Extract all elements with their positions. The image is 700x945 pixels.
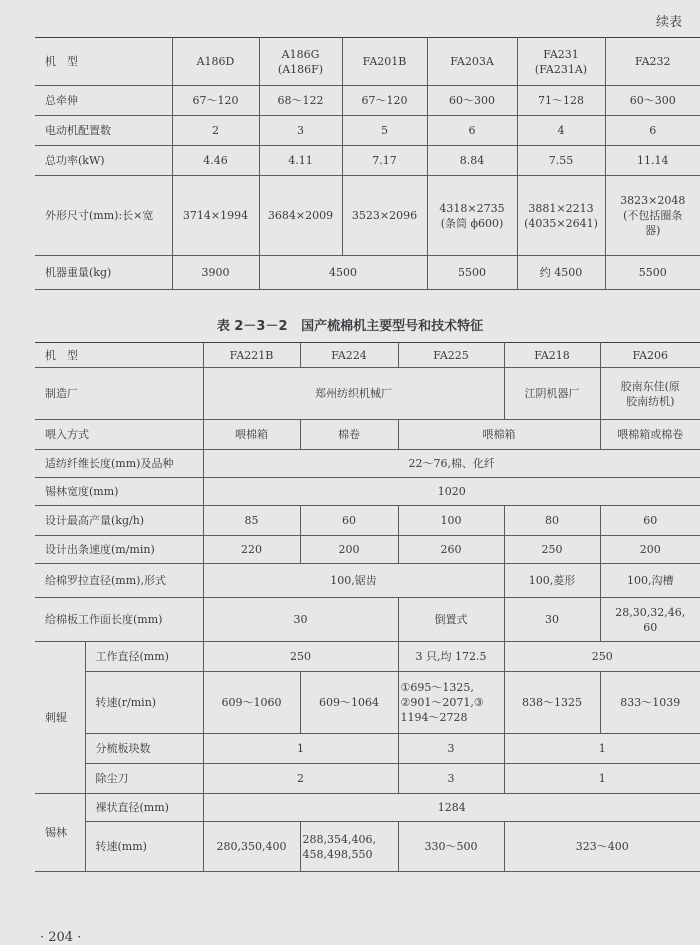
row-label: 工作直径(mm) (85, 642, 203, 672)
row-label: 除尘刀 (85, 764, 203, 794)
table1-header-cell: A186G (A186F) (259, 38, 342, 86)
table-row-fiber (35, 450, 700, 478)
row-label: 锡林宽度(mm) (35, 478, 203, 506)
table-cell: 330～500 (398, 822, 504, 872)
table-cell: 5 (342, 116, 427, 146)
table-cell: 250 (504, 536, 600, 564)
table-cell: 100,菱形 (504, 564, 600, 598)
table1-header-row (35, 38, 700, 86)
table-caption-title: 国产梳棉机主要型号和技术特征 (301, 319, 484, 334)
table-cell: 3 (398, 764, 504, 794)
table-cell: 1 (504, 734, 700, 764)
table-cell: 7.55 (517, 146, 605, 176)
table-row (35, 116, 700, 146)
table-cell: 1 (504, 764, 700, 794)
table-cell: 喂棉箱 (398, 420, 600, 450)
table-cell: 喂棉箱 (203, 420, 300, 450)
row-label: 转速(r/min) (85, 672, 203, 734)
table-cell: 2 (172, 116, 259, 146)
table-row-roller (35, 564, 700, 598)
table-cell: 1020 (203, 478, 700, 506)
table2-header-cell: 机 型 (35, 343, 203, 368)
row-label: 总功率(kW) (35, 146, 172, 176)
continued-spec-table (35, 37, 700, 290)
table-cell: 250 (203, 642, 398, 672)
table-cell: 4 (517, 116, 605, 146)
table-cell: 100,沟槽 (600, 564, 700, 598)
table-cell: 3900 (172, 256, 259, 290)
table-cell: 3823×2048 (不包括圈条 器) (605, 176, 700, 256)
row-label: 裸状直径(mm) (85, 794, 203, 822)
table2-header-row (35, 343, 700, 368)
table-row-output (35, 506, 700, 536)
table-cell: 1 (203, 734, 398, 764)
table-cell: 100,锯齿 (203, 564, 504, 598)
table-row-feed (35, 420, 700, 450)
table-cell: 3684×2009 (259, 176, 342, 256)
table2-header-cell: FA218 (504, 343, 600, 368)
row-label: 设计最高产量(kg/h) (35, 506, 203, 536)
table-cell: 71～128 (517, 86, 605, 116)
table2-header-cell: FA224 (300, 343, 398, 368)
row-label: 机器重量(kg) (35, 256, 172, 290)
table-cell: 68～122 (259, 86, 342, 116)
table-cell: 30 (203, 598, 398, 642)
table1-header-cell: FA201B (342, 38, 427, 86)
table-cell: 28,30,32,46, 60 (600, 598, 700, 642)
table-cell: 4.46 (172, 146, 259, 176)
table1-header-cell: FA203A (427, 38, 517, 86)
table-row-cylinder-rpm (35, 822, 700, 872)
group-label-cylinder: 锡林 (35, 794, 85, 872)
table-cell: 60～300 (605, 86, 700, 116)
table-cell: 260 (398, 536, 504, 564)
row-label: 转速(mm) (85, 822, 203, 872)
table2-header-cell: FA206 (600, 343, 700, 368)
continued-label: 续表 (655, 15, 682, 30)
row-label: 给棉罗拉直径(mm),形式 (35, 564, 203, 598)
table2-header-cell: FA225 (398, 343, 504, 368)
table-row-licker-blocks (35, 734, 700, 764)
row-label: 外形尺寸(mm):长×宽 (35, 176, 172, 256)
table-cell: 3 只,均 172.5 (398, 642, 504, 672)
table-cell: 6 (605, 116, 700, 146)
table-cell: 3881×2213 (4035×2641) (517, 176, 605, 256)
row-label: 制造厂 (35, 368, 203, 420)
table-cell: 67～120 (172, 86, 259, 116)
table-cell: 5500 (427, 256, 517, 290)
table-cell: 200 (600, 536, 700, 564)
table-cell: 30 (504, 598, 600, 642)
table-row (35, 256, 700, 290)
table-cell: 250 (504, 642, 700, 672)
table-caption (0, 315, 700, 334)
table-cell: 609～1064 (300, 672, 398, 734)
table-row-plate (35, 598, 700, 642)
table-cell: 2 (203, 764, 398, 794)
page-number: · 204 · (40, 930, 82, 945)
table1-header-cell: FA232 (605, 38, 700, 86)
table-row-maker (35, 368, 700, 420)
table-cell: 288,354,406, 458,498,550 (300, 822, 398, 872)
row-label: 适纺纤维长度(mm)及品种 (35, 450, 203, 478)
table-cell: 85 (203, 506, 300, 536)
row-label: 总牵伸 (35, 86, 172, 116)
table-row (35, 176, 700, 256)
table-cell: 833～1039 (600, 672, 700, 734)
row-label: 分梳板块数 (85, 734, 203, 764)
table2-header-cell: FA221B (203, 343, 300, 368)
table-cell: 3 (259, 116, 342, 146)
table-cell: 胶南东佳(原 胶南纺机) (600, 368, 700, 420)
table-cell: 60～300 (427, 86, 517, 116)
table-cell: 郑州纺织机械厂 (203, 368, 504, 420)
table-row-width (35, 478, 700, 506)
table-cell: 6 (427, 116, 517, 146)
group-label-licker: 刺辊 (35, 642, 85, 794)
table-cell: 22～76,棉、化纤 (203, 450, 700, 478)
carding-machine-spec-table (35, 342, 700, 872)
table-cell: ①695～1325, ②901～2071,③ 1194～2728 (398, 672, 504, 734)
table-cell: 约 4500 (517, 256, 605, 290)
row-label: 给棉板工作面长度(mm) (35, 598, 203, 642)
table-cell: 80 (504, 506, 600, 536)
table-row-cylinder-diameter (35, 794, 700, 822)
table-cell: 11.14 (605, 146, 700, 176)
table-cell: 1284 (203, 794, 700, 822)
table-cell: 100 (398, 506, 504, 536)
row-label: 电动机配置数 (35, 116, 172, 146)
table-cell: 4318×2735 (条筒 ϕ600) (427, 176, 517, 256)
table-cell: 棉卷 (300, 420, 398, 450)
table1-header-cell: FA231 (FA231A) (517, 38, 605, 86)
table-cell: 江阴机器厂 (504, 368, 600, 420)
table1-header-cell: A186D (172, 38, 259, 86)
table-cell: 5500 (605, 256, 700, 290)
table-cell: 倒置式 (398, 598, 504, 642)
table-cell: 3714×1994 (172, 176, 259, 256)
table-row-licker-diameter (35, 642, 700, 672)
table-cell: 4.11 (259, 146, 342, 176)
table-cell: 喂棉箱或棉卷 (600, 420, 700, 450)
row-label: 喂入方式 (35, 420, 203, 450)
table-cell: 3523×2096 (342, 176, 427, 256)
table-row-licker-rpm (35, 672, 700, 734)
table-row (35, 146, 700, 176)
table-cell: 7.17 (342, 146, 427, 176)
table-cell: 200 (300, 536, 398, 564)
table-caption-number: 表 2－3－2 (216, 319, 288, 334)
table-cell: 60 (300, 506, 398, 536)
table1-header-cell: 机 型 (35, 38, 172, 86)
table-cell: 323～400 (504, 822, 700, 872)
table-cell: 280,350,400 (203, 822, 300, 872)
table-cell: 3 (398, 734, 504, 764)
table-row-licker-knife (35, 764, 700, 794)
table-cell: 67～120 (342, 86, 427, 116)
table-cell: 220 (203, 536, 300, 564)
table-cell: 609～1060 (203, 672, 300, 734)
table-cell: 838～1325 (504, 672, 600, 734)
table-row-speed (35, 536, 700, 564)
row-label: 设计出条速度(m/min) (35, 536, 203, 564)
table-cell: 60 (600, 506, 700, 536)
table-row (35, 86, 700, 116)
table-cell: 8.84 (427, 146, 517, 176)
table-cell: 4500 (259, 256, 427, 290)
